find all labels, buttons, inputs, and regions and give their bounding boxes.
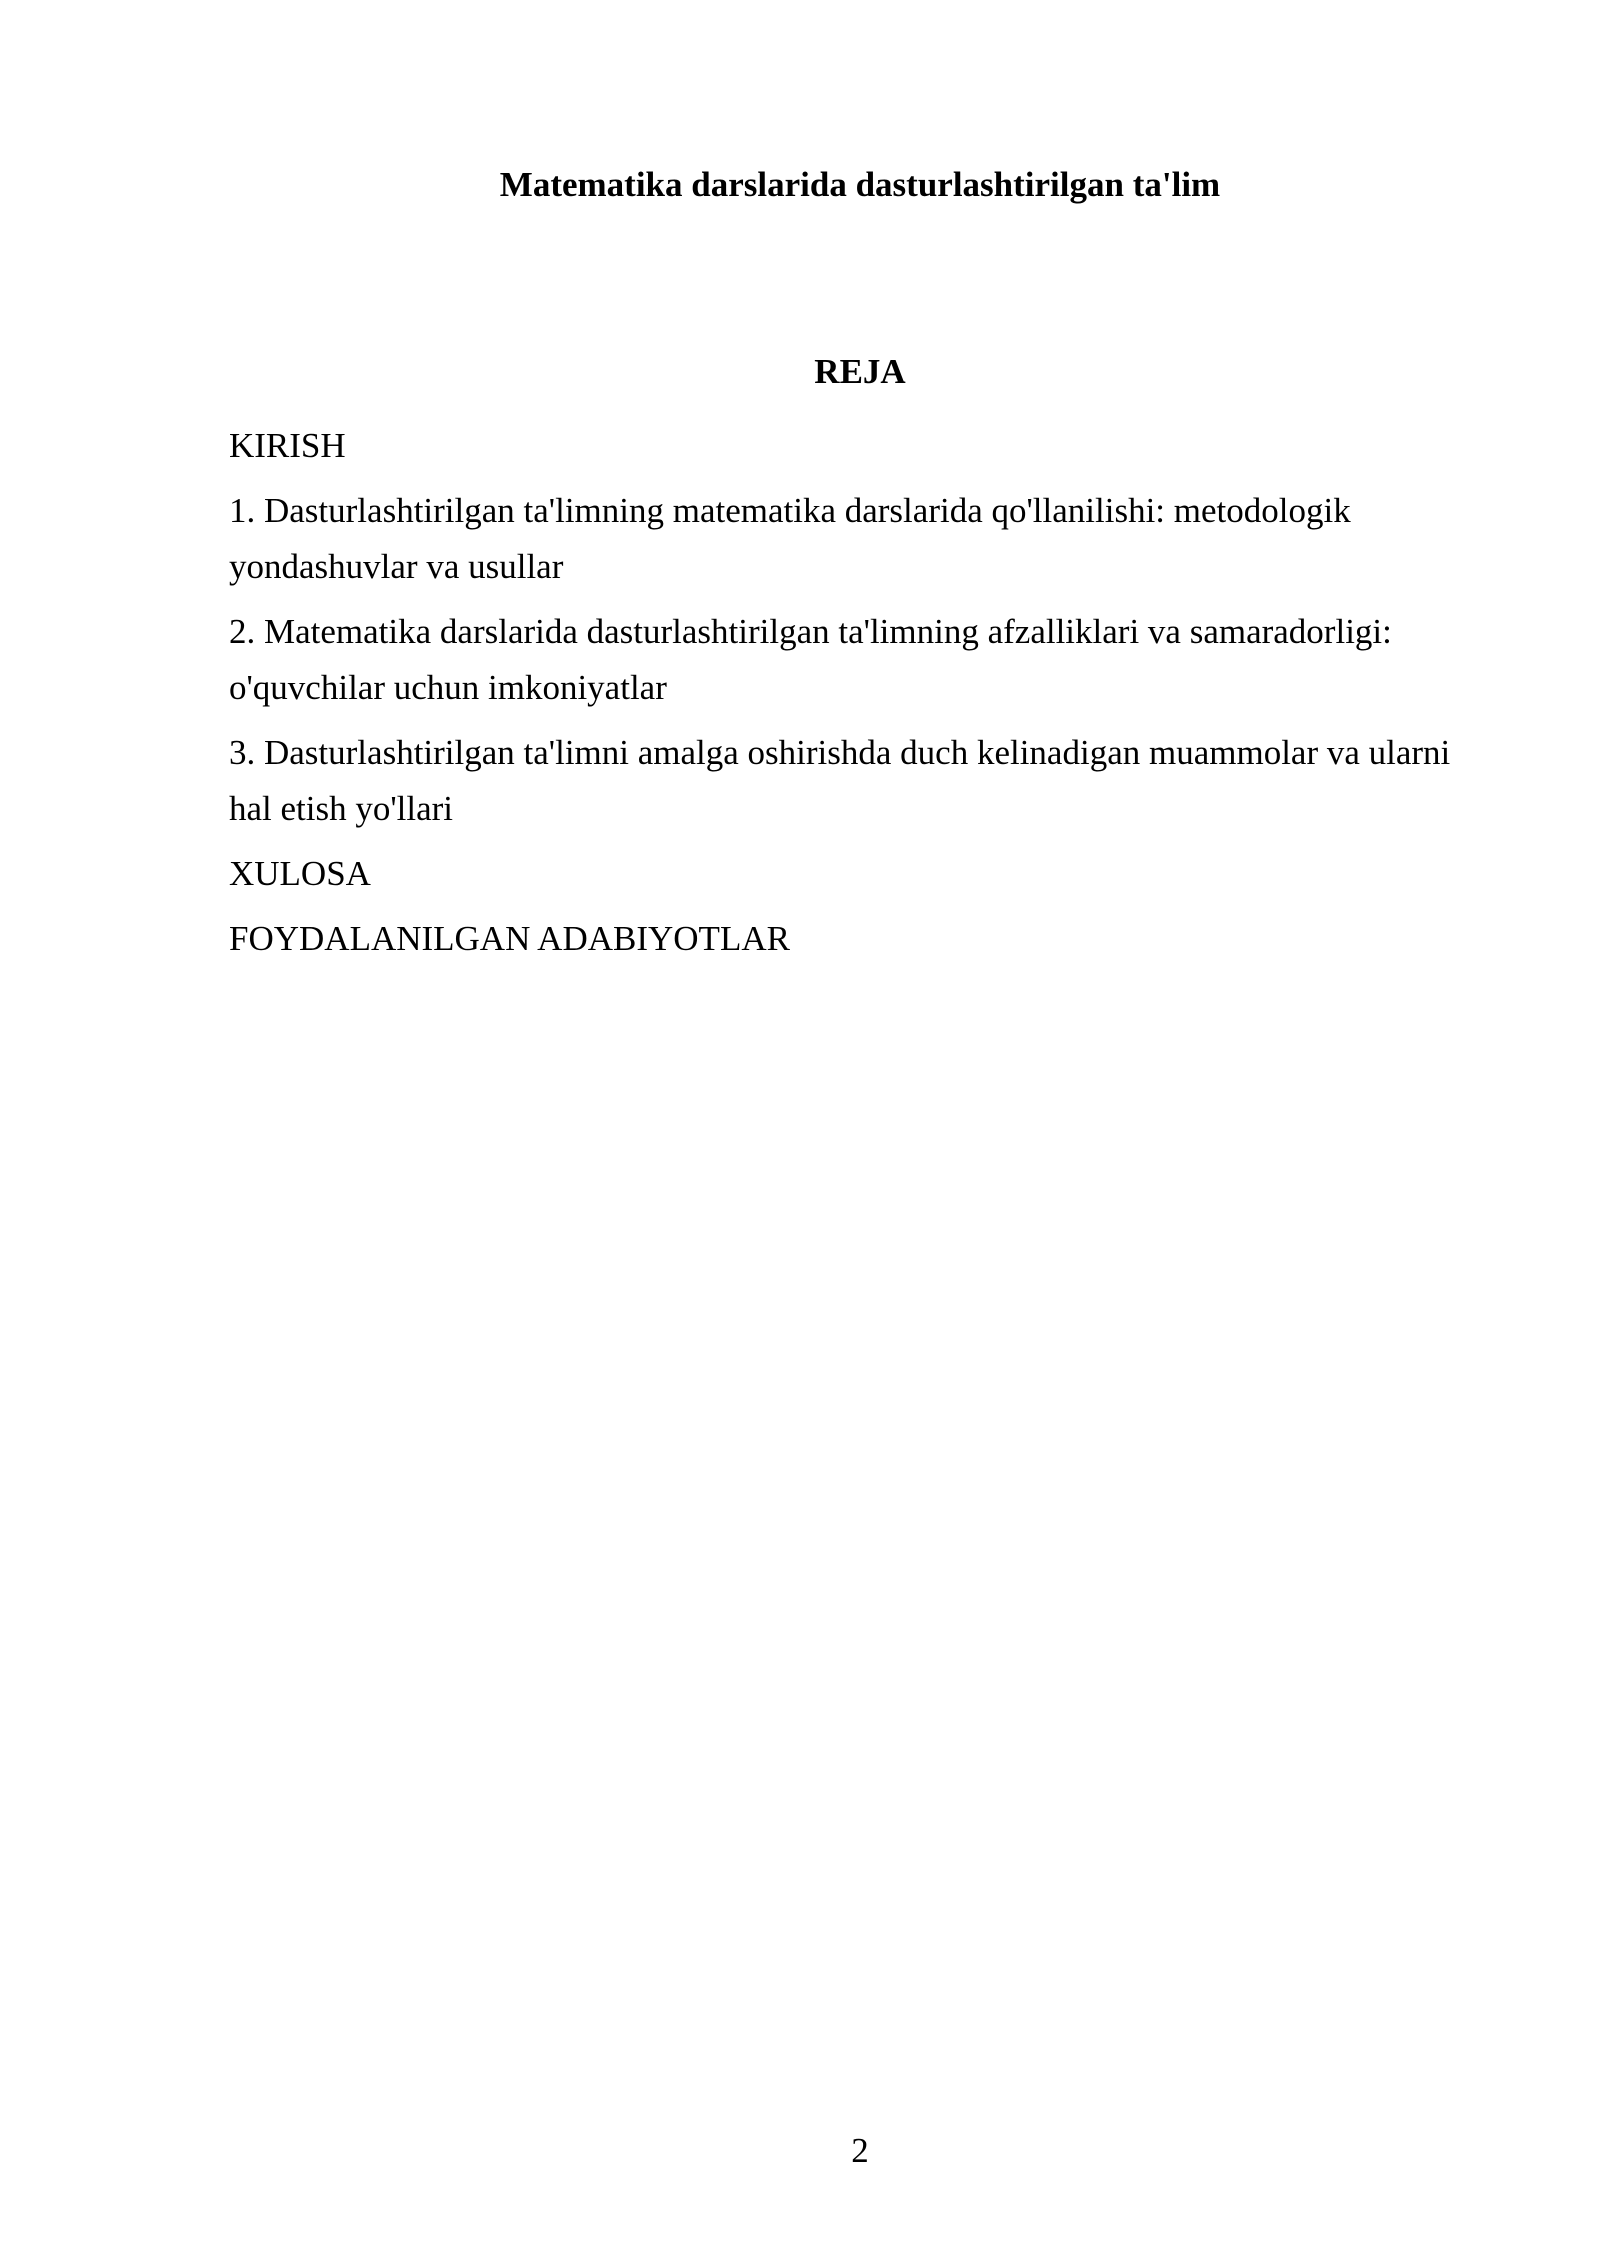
document-title: Matematika darslarida dasturlashtirilgan ta'lim <box>499 165 1221 204</box>
plan-item-conclusion: XULOSA <box>229 854 371 893</box>
plan-item-1: 1. Dasturlashtirilgan ta'limning matematika darslarida qo'llanilishi: metodologik yondashuvlar va usullar <box>229 491 1351 586</box>
page-number: 2 <box>851 2131 869 2170</box>
plan-item-references: FOYDALANILGAN ADABIYOTLAR <box>229 919 790 958</box>
plan-list <box>229 418 1489 976</box>
plan-item-introduction: KIRISH <box>229 426 346 465</box>
plan-heading: REJA <box>814 352 906 391</box>
plan-item-2: 2. Matematika darslarida dasturlashtirilgan ta'limning afzalliklari va samaradorligi: o'quvchilar uchun imkoniyatlar <box>229 612 1392 707</box>
plan-item-3: 3. Dasturlashtirilgan ta'limni amalga oshirishda duch kelinadigan muammolar va ularni hal etish yo'llari <box>229 733 1451 828</box>
